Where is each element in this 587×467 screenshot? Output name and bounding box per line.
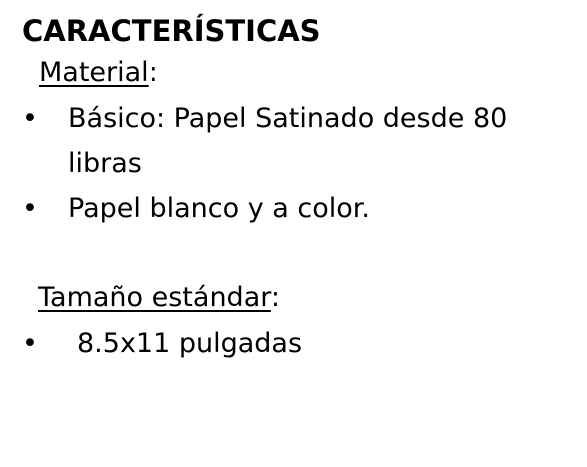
list-item [22, 186, 568, 231]
bullet-icon: • [22, 193, 38, 224]
slide-title: CARACTERÍSTICAS [22, 14, 321, 48]
list-item [22, 96, 568, 186]
bullet-icon: • [22, 328, 38, 359]
material-heading-colon: : [148, 57, 158, 88]
material-heading [22, 55, 158, 91]
material-heading-label: Material [39, 57, 149, 88]
size-item-dimensions: 8.5x11 pulgadas [77, 328, 303, 359]
size-heading-colon: : [270, 282, 280, 313]
size-heading-label: Tamaño estándar [38, 282, 271, 313]
material-item-color: Papel blanco y a color. [68, 193, 370, 224]
material-item-basic: Básico: Papel Satinado desde 80 libras [68, 103, 508, 179]
list-item [22, 321, 577, 366]
size-heading [22, 280, 280, 316]
bullet-icon: • [22, 103, 38, 134]
